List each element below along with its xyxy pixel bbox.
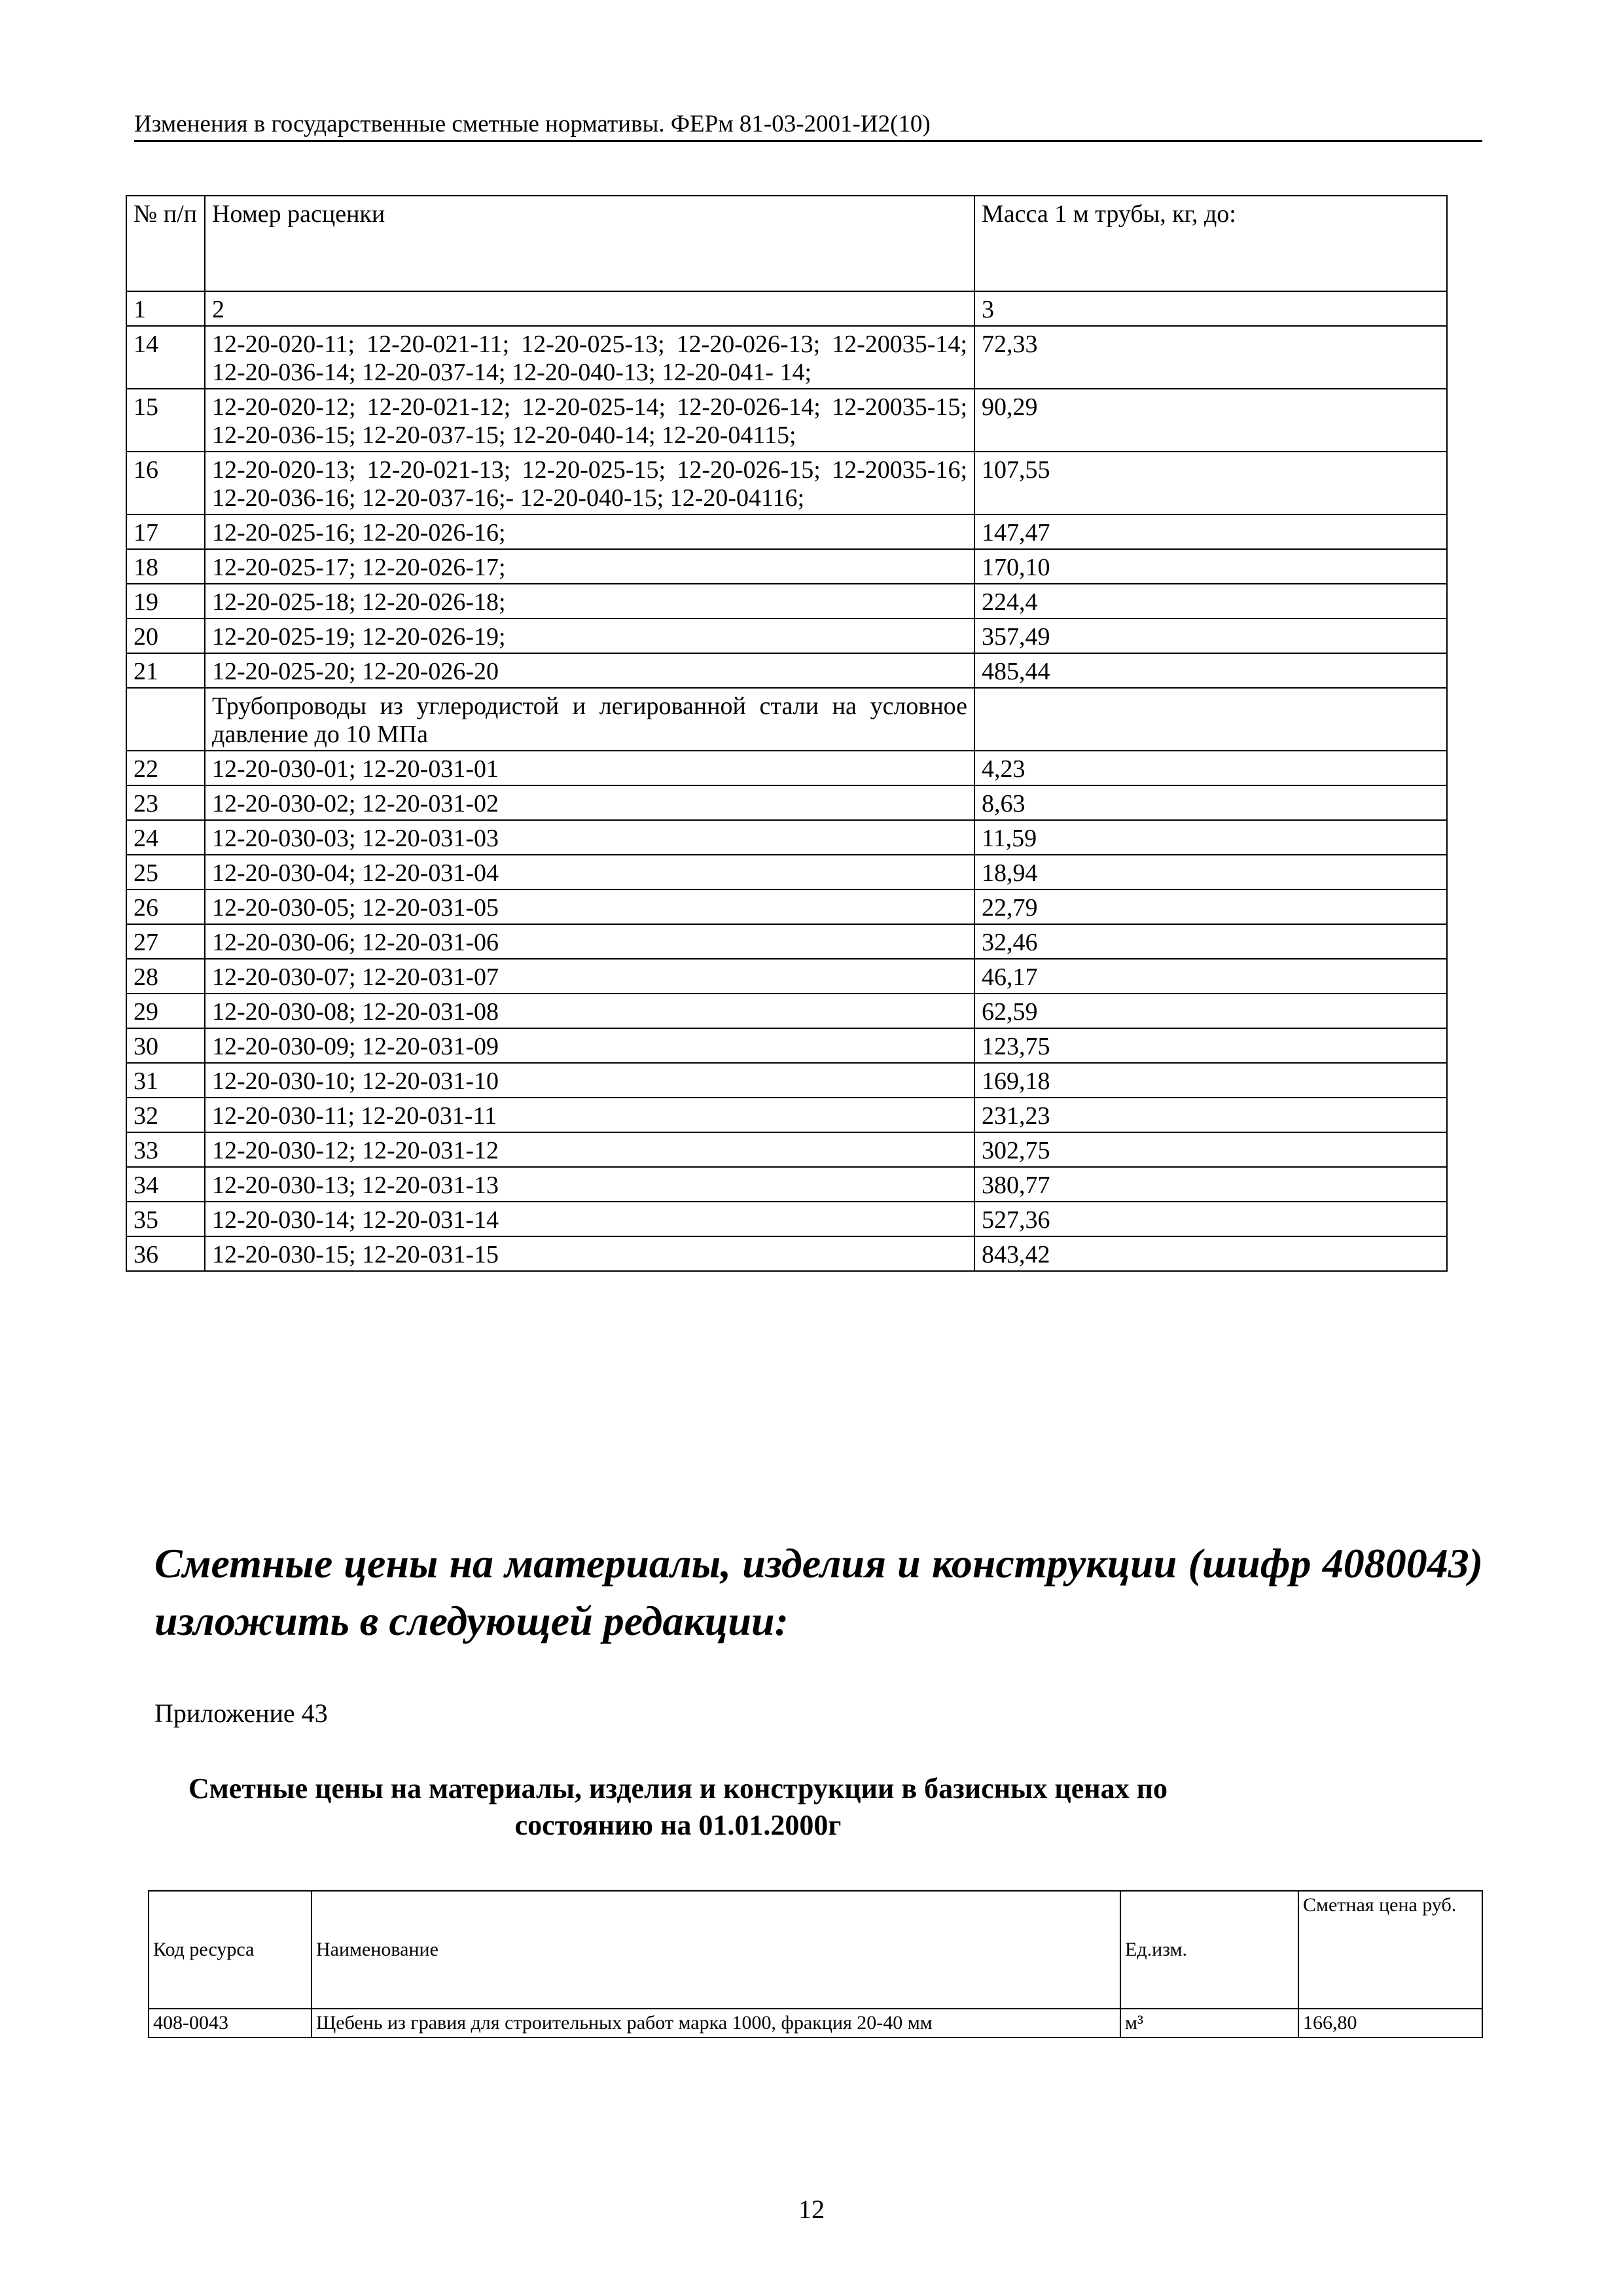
table-row bbox=[126, 1028, 1447, 1063]
row-number: 35 bbox=[126, 1202, 205, 1236]
header-rate-code: Номер расценки bbox=[205, 196, 974, 291]
table-row bbox=[126, 1098, 1447, 1132]
table-row bbox=[126, 549, 1447, 584]
row-number: 15 bbox=[126, 389, 205, 452]
table-row bbox=[126, 389, 1447, 452]
rate-codes: 12-20-030-14; 12-20-031-14 bbox=[205, 1202, 974, 1236]
pipe-mass: 4,23 bbox=[974, 751, 1447, 785]
rate-codes: 12-20-030-06; 12-20-031-06 bbox=[205, 924, 974, 959]
header-name: Наименование bbox=[312, 1891, 1120, 2009]
running-header: Изменения в государственные сметные нормативы. ФЕРм 81-03-2001-И2(10) bbox=[134, 111, 1482, 142]
header-mass: Масса 1 м трубы, кг, до: bbox=[974, 196, 1447, 291]
resource-name: Щебень из гравия для строительных работ марка 1000, фракция 20-40 мм bbox=[312, 2009, 1120, 2037]
row-number: 18 bbox=[126, 549, 205, 584]
row-number: 27 bbox=[126, 924, 205, 959]
row-number: 20 bbox=[126, 619, 205, 653]
pipe-mass: 72,33 bbox=[974, 326, 1447, 389]
column-number: 2 bbox=[205, 291, 974, 326]
section-title bbox=[154, 1770, 1202, 1844]
rate-codes: 12-20-030-11; 12-20-031-11 bbox=[205, 1098, 974, 1132]
pipe-mass: 11,59 bbox=[974, 820, 1447, 855]
pipe-mass: 170,10 bbox=[974, 549, 1447, 584]
table-row bbox=[126, 584, 1447, 619]
table-row bbox=[126, 688, 1447, 751]
table-header-row bbox=[126, 196, 1447, 291]
prices-row bbox=[149, 2009, 1482, 2037]
table-row bbox=[126, 959, 1447, 994]
rate-codes: 12-20-025-18; 12-20-026-18; bbox=[205, 584, 974, 619]
table-row bbox=[126, 785, 1447, 820]
row-number: 31 bbox=[126, 1063, 205, 1098]
rate-codes: 12-20-020-13; 12-20-021-13; 12-20-025-15; 12-20-026-15; 12-20035-16; 12-20-036-16; 12-20-037-16;- 12-20-040-15; 12-20-04116; bbox=[205, 452, 974, 514]
rate-codes: 12-20-025-20; 12-20-026-20 bbox=[205, 653, 974, 688]
pipe-mass: 32,46 bbox=[974, 924, 1447, 959]
rate-codes: 12-20-030-03; 12-20-031-03 bbox=[205, 820, 974, 855]
pipe-mass: 169,18 bbox=[974, 1063, 1447, 1098]
column-numbers-row bbox=[126, 291, 1447, 326]
pipe-mass: 18,94 bbox=[974, 855, 1447, 889]
rate-codes: 12-20-020-11; 12-20-021-11; 12-20-025-13; 12-20-026-13; 12-20035-14; 12-20-036-14; 12-20-037-14; 12-20-040-13; 12-20-041- 14; bbox=[205, 326, 974, 389]
pipe-mass: 90,29 bbox=[974, 389, 1447, 452]
table-row bbox=[126, 751, 1447, 785]
row-number: 32 bbox=[126, 1098, 205, 1132]
pipe-mass bbox=[974, 688, 1447, 751]
rate-codes: 12-20-025-19; 12-20-026-19; bbox=[205, 619, 974, 653]
row-number: 19 bbox=[126, 584, 205, 619]
rate-codes: 12-20-030-09; 12-20-031-09 bbox=[205, 1028, 974, 1063]
rate-codes: 12-20-030-10; 12-20-031-10 bbox=[205, 1063, 974, 1098]
row-number: 14 bbox=[126, 326, 205, 389]
row-number: 28 bbox=[126, 959, 205, 994]
row-number: 33 bbox=[126, 1132, 205, 1167]
pipe-mass: 123,75 bbox=[974, 1028, 1447, 1063]
header-resource-code: Код ресурса bbox=[149, 1891, 312, 2009]
pipe-mass: 22,79 bbox=[974, 889, 1447, 924]
row-number bbox=[126, 688, 205, 751]
instruction-line-1: Сметные цены на материалы, изделия и конструкции (шифр 4080043) bbox=[154, 1540, 1483, 1587]
table-row bbox=[126, 1167, 1447, 1202]
pipe-mass: 302,75 bbox=[974, 1132, 1447, 1167]
table-row bbox=[126, 514, 1447, 549]
row-number: 16 bbox=[126, 452, 205, 514]
rate-codes: 12-20-025-17; 12-20-026-17; bbox=[205, 549, 974, 584]
header-number: № п/п bbox=[126, 196, 205, 291]
pipe-mass: 485,44 bbox=[974, 653, 1447, 688]
rate-codes: 12-20-030-13; 12-20-031-13 bbox=[205, 1167, 974, 1202]
row-number: 23 bbox=[126, 785, 205, 820]
rate-codes: 12-20-030-12; 12-20-031-12 bbox=[205, 1132, 974, 1167]
table-row bbox=[126, 820, 1447, 855]
table-row bbox=[126, 1236, 1447, 1271]
table-row bbox=[126, 1063, 1447, 1098]
pipe-mass: 380,77 bbox=[974, 1167, 1447, 1202]
pipe-mass: 107,55 bbox=[974, 452, 1447, 514]
prices-header-row bbox=[149, 1891, 1482, 2009]
pipe-mass: 8,63 bbox=[974, 785, 1447, 820]
rate-codes: 12-20-030-15; 12-20-031-15 bbox=[205, 1236, 974, 1271]
resource-unit: м³ bbox=[1120, 2009, 1298, 2037]
prices-table bbox=[148, 1890, 1483, 2038]
pipe-mass: 527,36 bbox=[974, 1202, 1447, 1236]
row-number: 22 bbox=[126, 751, 205, 785]
row-number: 36 bbox=[126, 1236, 205, 1271]
header-unit: Ед.изм. bbox=[1120, 1891, 1298, 2009]
annex-label: Приложение 43 bbox=[154, 1698, 328, 1728]
rate-codes: 12-20-030-07; 12-20-031-07 bbox=[205, 959, 974, 994]
row-number: 26 bbox=[126, 889, 205, 924]
pipe-mass: 357,49 bbox=[974, 619, 1447, 653]
rate-codes: 12-20-030-01; 12-20-031-01 bbox=[205, 751, 974, 785]
row-number: 34 bbox=[126, 1167, 205, 1202]
table-row bbox=[126, 994, 1447, 1028]
resource-code: 408-0043 bbox=[149, 2009, 312, 2037]
row-number: 24 bbox=[126, 820, 205, 855]
instruction-text bbox=[154, 1535, 1483, 1650]
section-title-line-2: состоянию на 01.01.2000г bbox=[514, 1809, 842, 1841]
pipe-mass: 224,4 bbox=[974, 584, 1447, 619]
pipe-mass: 62,59 bbox=[974, 994, 1447, 1028]
rate-codes: Трубопроводы из углеродистой и легированной стали на условное давление до 10 МПа bbox=[205, 688, 974, 751]
section-title-line-1: Сметные цены на материалы, изделия и конструкции в базисных ценах по bbox=[188, 1772, 1168, 1804]
table-row bbox=[126, 619, 1447, 653]
table-row bbox=[126, 452, 1447, 514]
rate-codes: 12-20-020-12; 12-20-021-12; 12-20-025-14; 12-20-026-14; 12-20035-15; 12-20-036-15; 12-20-037-15; 12-20-040-14; 12-20-04115; bbox=[205, 389, 974, 452]
rate-codes: 12-20-030-02; 12-20-031-02 bbox=[205, 785, 974, 820]
row-number: 29 bbox=[126, 994, 205, 1028]
table-row bbox=[126, 889, 1447, 924]
pipe-mass: 46,17 bbox=[974, 959, 1447, 994]
rate-codes: 12-20-030-05; 12-20-031-05 bbox=[205, 889, 974, 924]
row-number: 17 bbox=[126, 514, 205, 549]
pipe-mass: 843,42 bbox=[974, 1236, 1447, 1271]
row-number: 21 bbox=[126, 653, 205, 688]
resource-price: 166,80 bbox=[1298, 2009, 1482, 2037]
table-row bbox=[126, 326, 1447, 389]
column-number: 3 bbox=[974, 291, 1447, 326]
rates-mass-table-body bbox=[126, 196, 1447, 1271]
row-number: 25 bbox=[126, 855, 205, 889]
table-row bbox=[126, 1202, 1447, 1236]
header-price: Сметная цена руб. bbox=[1298, 1891, 1482, 2009]
instruction-line-2: изложить в следующей редакции: bbox=[154, 1598, 789, 1644]
rates-mass-table bbox=[126, 195, 1448, 1272]
row-number: 30 bbox=[126, 1028, 205, 1063]
rate-codes: 12-20-030-04; 12-20-031-04 bbox=[205, 855, 974, 889]
pipe-mass: 231,23 bbox=[974, 1098, 1447, 1132]
rate-codes: 12-20-025-16; 12-20-026-16; bbox=[205, 514, 974, 549]
table-row bbox=[126, 855, 1447, 889]
table-row bbox=[126, 653, 1447, 688]
page-number: 12 bbox=[798, 2195, 825, 2224]
pipe-mass: 147,47 bbox=[974, 514, 1447, 549]
column-number: 1 bbox=[126, 291, 205, 326]
rate-codes: 12-20-030-08; 12-20-031-08 bbox=[205, 994, 974, 1028]
table-row bbox=[126, 924, 1447, 959]
table-row bbox=[126, 1132, 1447, 1167]
